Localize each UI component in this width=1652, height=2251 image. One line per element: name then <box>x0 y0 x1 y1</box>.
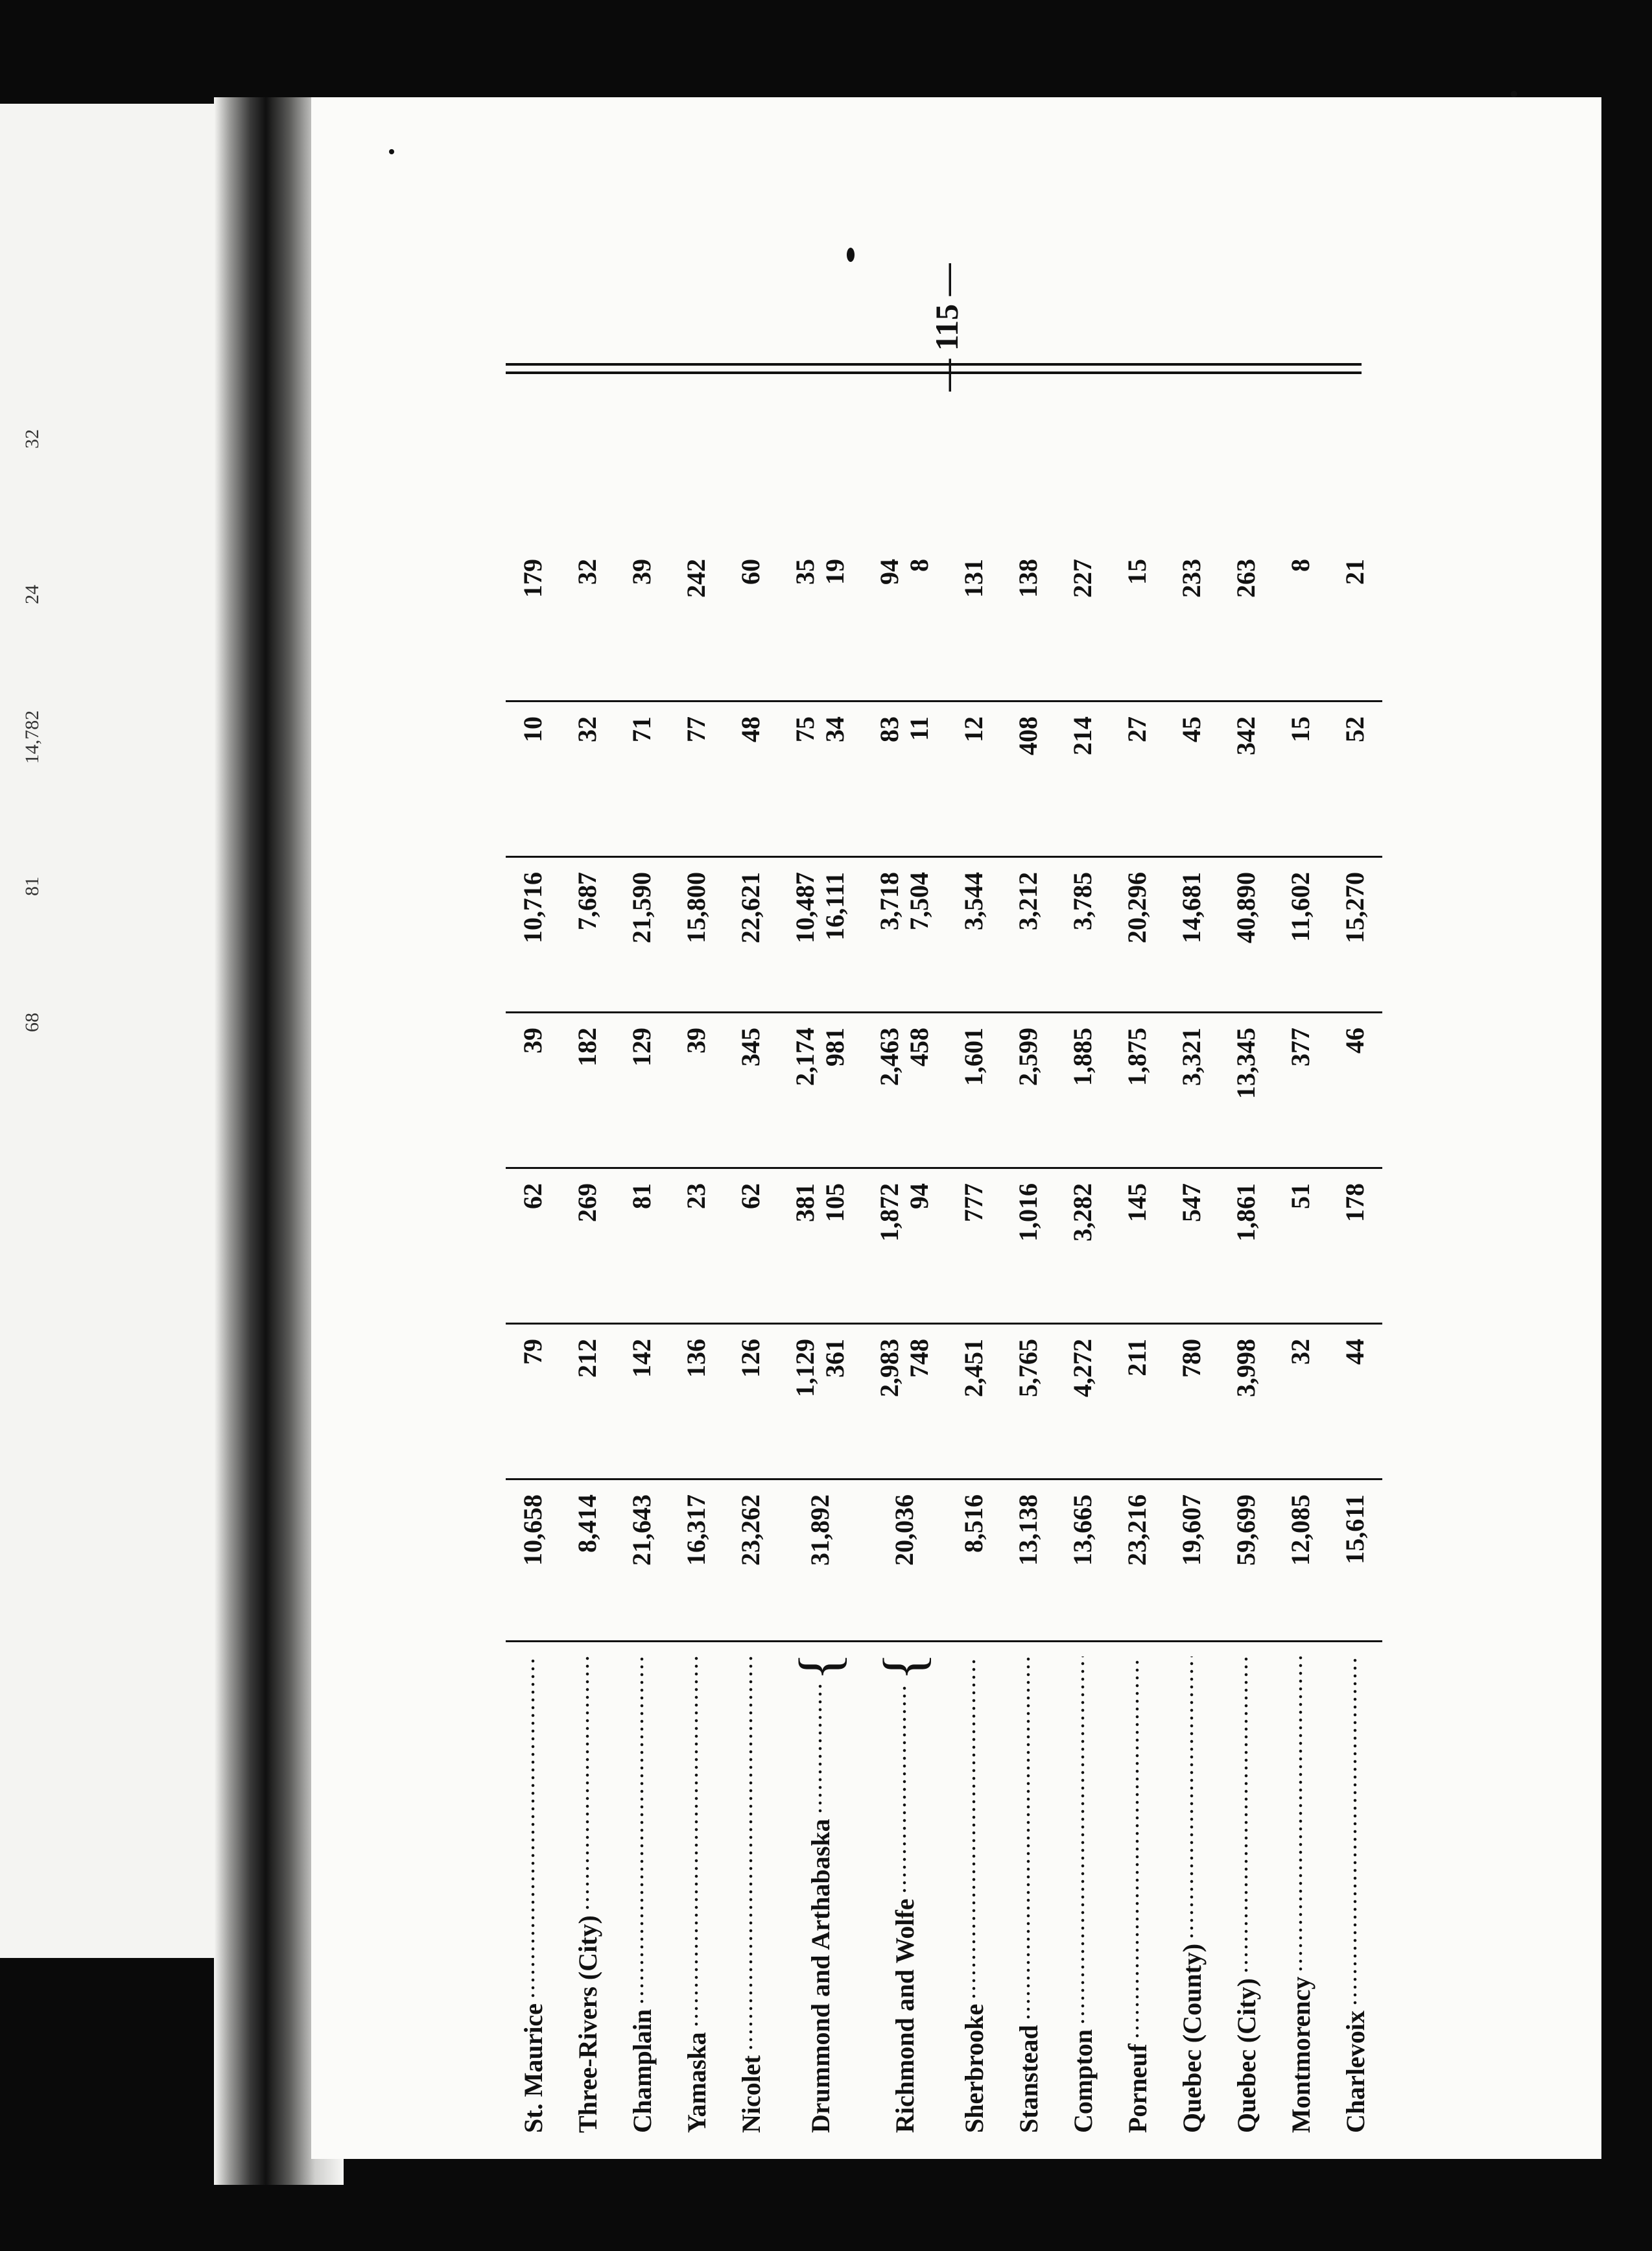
number-cell <box>1273 856 1328 1011</box>
number-value: 62 <box>518 1183 547 1209</box>
left-fragment: 14,782 <box>21 710 43 764</box>
number-cell <box>615 1478 669 1640</box>
number-cell <box>724 1011 778 1167</box>
number-value: 8 <box>904 559 934 572</box>
table-row <box>1056 383 1110 2133</box>
number-cell <box>778 856 862 1011</box>
number-cell <box>1219 1323 1273 1478</box>
district-cell <box>1001 1640 1056 2133</box>
number-cell <box>506 1323 560 1478</box>
number-value: 345 <box>736 1028 765 1067</box>
table-row <box>615 383 669 2133</box>
district-cell <box>560 1640 615 2133</box>
number-value: 59,699 <box>1231 1494 1260 1566</box>
number-cell <box>947 1011 1001 1167</box>
number-cell <box>1219 1478 1273 1640</box>
number-value: 20,296 <box>1122 872 1151 943</box>
number-value: 2,599 <box>1013 1028 1043 1086</box>
number-value: 40,890 <box>1231 872 1260 943</box>
number-cell <box>778 1167 862 1323</box>
district-cell <box>506 1640 560 2133</box>
table-double-rule <box>506 363 1362 374</box>
number-value: 60 <box>736 559 765 585</box>
number-value: 32 <box>572 716 602 742</box>
number-value: 23,262 <box>736 1494 765 1566</box>
number-value: 11 <box>904 716 934 741</box>
number-value: 45 <box>1177 716 1206 742</box>
table-row <box>1328 383 1382 2133</box>
district-name: Richmond and Wolfe <box>890 1898 919 2133</box>
number-value: 5,765 <box>1013 1339 1043 1397</box>
left-page-fragments <box>0 104 65 1958</box>
number-value: 81 <box>627 1183 656 1209</box>
district-cell <box>1219 1640 1273 2133</box>
number-cell <box>1001 1167 1056 1323</box>
number-cell <box>1219 545 1273 700</box>
number-value: 981 <box>820 1028 849 1067</box>
number-value: 39 <box>681 1028 711 1054</box>
district-cell <box>615 1640 669 2133</box>
number-value: 263 <box>1231 559 1260 598</box>
number-cell <box>724 1323 778 1478</box>
number-cell <box>1164 1478 1219 1640</box>
number-cell <box>1328 545 1382 700</box>
district-name: Nicolet <box>736 2055 766 2133</box>
number-cell <box>1164 1011 1219 1167</box>
district-name: Porneuf <box>1122 2044 1152 2133</box>
number-value: 21,590 <box>627 872 656 943</box>
number-cell <box>669 1167 724 1323</box>
number-value: 16,317 <box>681 1494 711 1566</box>
number-value: 20,036 <box>890 1494 919 1566</box>
number-cell <box>506 545 560 700</box>
number-cell <box>1001 856 1056 1011</box>
number-value: 8,414 <box>572 1494 602 1553</box>
number-cell <box>1056 1323 1110 1478</box>
number-value: 2,463 <box>875 1028 904 1086</box>
number-value: 129 <box>627 1028 656 1067</box>
number-value: 136 <box>681 1339 711 1378</box>
number-value: 3,718 <box>875 872 904 930</box>
number-value: 51 <box>1286 1183 1315 1209</box>
leader-dots <box>640 1656 644 2005</box>
number-value: 12 <box>959 716 988 742</box>
number-value: 4,272 <box>1068 1339 1097 1397</box>
number-value: 94 <box>875 559 904 585</box>
number-value: 44 <box>1340 1339 1369 1365</box>
number-cell <box>1328 1478 1382 1640</box>
number-value: 126 <box>736 1339 765 1378</box>
ink-speck <box>847 248 855 262</box>
left-fragment: 32 <box>21 429 43 449</box>
leader-dots <box>1244 1656 1248 1974</box>
number-value: 94 <box>904 1183 934 1209</box>
number-cell <box>615 1323 669 1478</box>
number-cell <box>560 1011 615 1167</box>
number-value: 27 <box>1122 716 1151 742</box>
number-cell <box>506 856 560 1011</box>
table-row <box>1164 383 1219 2133</box>
table-row <box>560 383 615 2133</box>
number-cell <box>947 700 1001 856</box>
number-value: 131 <box>959 559 988 598</box>
ink-speck <box>1511 91 1517 97</box>
table-row <box>1219 383 1273 2133</box>
number-value: 77 <box>681 716 711 742</box>
number-value: 10,716 <box>518 872 547 943</box>
number-cell <box>669 1478 724 1640</box>
number-value: 13,138 <box>1013 1494 1043 1566</box>
number-value: 777 <box>959 1183 988 1222</box>
number-cell <box>724 1167 778 1323</box>
number-cell <box>1328 856 1382 1011</box>
number-value: 748 <box>904 1339 934 1378</box>
number-cell <box>1001 545 1056 700</box>
number-value: 35 <box>790 559 820 585</box>
district-name: Sherbrooke <box>959 2003 989 2133</box>
number-cell <box>615 1011 669 1167</box>
number-cell <box>862 700 947 856</box>
number-cell <box>615 545 669 700</box>
number-value: 547 <box>1177 1183 1206 1222</box>
district-name: St. Maurice <box>518 2003 548 2133</box>
number-cell <box>1164 1167 1219 1323</box>
number-value: 214 <box>1068 716 1097 755</box>
number-cell <box>615 856 669 1011</box>
number-cell <box>1110 1011 1164 1167</box>
district-cell <box>1110 1640 1164 2133</box>
number-cell <box>1056 856 1110 1011</box>
leader-dots <box>1299 1656 1303 1973</box>
number-value: 361 <box>820 1339 849 1378</box>
number-cell <box>778 1011 862 1167</box>
number-cell <box>778 1323 862 1478</box>
district-cell <box>724 1640 778 2133</box>
number-value: 83 <box>875 716 904 742</box>
number-value: 182 <box>572 1028 602 1067</box>
brace-icon: { <box>872 1653 936 1681</box>
number-value: 145 <box>1122 1183 1151 1222</box>
number-value: 8 <box>1286 559 1315 572</box>
number-cell <box>862 856 947 1011</box>
number-value: 16,111 <box>820 872 849 941</box>
number-cell <box>724 545 778 700</box>
number-cell <box>669 856 724 1011</box>
number-value: 71 <box>627 716 656 742</box>
table-row <box>724 383 778 2133</box>
leader-dots <box>531 1656 535 1999</box>
number-value: 1,016 <box>1013 1183 1043 1242</box>
leader-dots <box>1135 1656 1139 2040</box>
number-value: 15 <box>1286 716 1315 742</box>
number-value: 10,487 <box>790 872 820 943</box>
leader-dots <box>749 1656 753 2051</box>
number-cell <box>1056 1167 1110 1323</box>
number-value: 22,621 <box>736 872 765 943</box>
number-cell <box>1056 1478 1110 1640</box>
leader-dots <box>585 1656 589 1911</box>
number-cell <box>1056 545 1110 700</box>
table-row <box>947 383 1001 2133</box>
number-cell <box>947 545 1001 700</box>
number-value: 178 <box>1340 1183 1369 1222</box>
number-value: 39 <box>627 559 656 585</box>
number-cell <box>778 545 862 700</box>
number-cell <box>1328 1011 1382 1167</box>
number-value: 233 <box>1177 559 1206 598</box>
district-name: Quebec (City) <box>1231 1978 1261 2133</box>
number-value: 227 <box>1068 559 1097 598</box>
table-row <box>1110 383 1164 2133</box>
number-value: 12,085 <box>1286 1494 1315 1566</box>
district-name: Yamaska <box>681 2032 711 2133</box>
number-value: 2,174 <box>790 1028 820 1086</box>
number-value: 105 <box>820 1183 849 1222</box>
number-value: 32 <box>572 559 602 585</box>
district-cell <box>1056 1640 1110 2133</box>
district-name: Compton <box>1068 2029 1098 2133</box>
left-fragment: 24 <box>21 585 43 604</box>
number-value: 39 <box>518 1028 547 1054</box>
leader-dots <box>1190 1656 1194 1940</box>
number-value: 21,643 <box>627 1494 656 1566</box>
number-value: 21 <box>1340 559 1369 585</box>
table-row <box>862 383 947 2133</box>
ink-speck <box>389 149 394 154</box>
number-cell <box>560 700 615 856</box>
number-value: 780 <box>1177 1339 1206 1378</box>
number-cell <box>1328 1167 1382 1323</box>
number-cell <box>1164 856 1219 1011</box>
number-cell <box>1273 1478 1328 1640</box>
leader-dots <box>1081 1656 1085 2025</box>
district-cell <box>1164 1640 1219 2133</box>
leader-dots <box>972 1656 976 2000</box>
left-fragment: 81 <box>21 877 43 896</box>
district-name: Three-Rivers (City) <box>572 1915 602 2133</box>
number-value: 23 <box>681 1183 711 1209</box>
number-value: 13,345 <box>1231 1028 1260 1099</box>
number-value: 138 <box>1013 559 1043 598</box>
number-cell <box>1273 545 1328 700</box>
number-cell <box>560 545 615 700</box>
leader-dots <box>903 1684 906 1894</box>
number-cell <box>1273 700 1328 856</box>
district-cell <box>778 1640 862 2133</box>
number-cell <box>862 1323 947 1478</box>
number-cell <box>1328 700 1382 856</box>
number-cell <box>1164 1323 1219 1478</box>
number-value: 1,875 <box>1122 1028 1151 1086</box>
number-cell <box>947 856 1001 1011</box>
number-cell <box>862 545 947 700</box>
page-number: — 115 — <box>928 263 965 392</box>
number-cell <box>1328 1323 1382 1478</box>
number-cell <box>724 1478 778 1640</box>
number-value: 23,216 <box>1122 1494 1151 1566</box>
brace-icon: { <box>788 1653 852 1681</box>
number-cell <box>1219 700 1273 856</box>
number-cell <box>615 1167 669 1323</box>
number-value: 1,129 <box>790 1339 820 1397</box>
number-value: 3,282 <box>1068 1183 1097 1242</box>
number-value: 52 <box>1340 716 1369 742</box>
number-value: 179 <box>518 559 547 598</box>
number-value: 15 <box>1122 559 1151 585</box>
number-cell <box>778 1478 862 1640</box>
number-cell <box>506 1167 560 1323</box>
number-cell <box>862 1167 947 1323</box>
number-cell <box>669 1323 724 1478</box>
number-cell <box>1110 1478 1164 1640</box>
number-cell <box>506 1011 560 1167</box>
number-cell <box>1110 1167 1164 1323</box>
number-cell <box>669 1011 724 1167</box>
number-value: 458 <box>904 1028 934 1067</box>
number-value: 142 <box>627 1339 656 1378</box>
district-name: Drummond and Arthabaska <box>805 1819 835 2133</box>
number-cell <box>862 1478 947 1640</box>
number-cell <box>1056 1011 1110 1167</box>
number-value: 10,658 <box>518 1494 547 1566</box>
number-cell <box>778 700 862 856</box>
number-cell <box>1110 700 1164 856</box>
leader-dots <box>694 1656 698 2028</box>
number-cell <box>1273 1011 1328 1167</box>
number-value: 11,602 <box>1286 872 1315 942</box>
number-value: 7,687 <box>572 872 602 930</box>
number-value: 3,212 <box>1013 872 1043 930</box>
number-value: 242 <box>681 559 711 598</box>
number-value: 8,516 <box>959 1494 988 1553</box>
number-value: 10 <box>518 716 547 742</box>
number-cell <box>1164 545 1219 700</box>
number-cell <box>615 700 669 856</box>
number-cell <box>862 1011 947 1167</box>
number-cell <box>1056 700 1110 856</box>
number-value: 15,611 <box>1340 1494 1369 1564</box>
district-cell <box>669 1640 724 2133</box>
district-cell <box>862 1640 947 2133</box>
district-name: Charlevoix <box>1340 2010 1370 2133</box>
number-cell <box>1110 1323 1164 1478</box>
leader-dots <box>1353 1656 1357 2007</box>
table-row <box>669 383 724 2133</box>
table-row <box>778 383 862 2133</box>
number-value: 15,800 <box>681 872 711 943</box>
number-value: 342 <box>1231 716 1260 755</box>
number-value: 2,451 <box>959 1339 988 1397</box>
number-value: 31,892 <box>805 1494 834 1566</box>
number-value: 2,983 <box>875 1339 904 1397</box>
number-value: 211 <box>1122 1339 1151 1376</box>
number-value: 15,270 <box>1340 872 1369 943</box>
number-value: 46 <box>1340 1028 1369 1054</box>
number-cell <box>1219 1167 1273 1323</box>
number-cell <box>724 856 778 1011</box>
table-row <box>1273 383 1328 2133</box>
number-value: 34 <box>820 716 849 742</box>
number-cell <box>669 545 724 700</box>
statistics-table <box>506 383 1370 2133</box>
district-name: Stanstead <box>1013 2025 1043 2133</box>
number-cell <box>947 1323 1001 1478</box>
number-value: 14,681 <box>1177 872 1206 943</box>
district-name: Champlain <box>627 2009 657 2133</box>
number-value: 3,321 <box>1177 1028 1206 1086</box>
number-value: 19,607 <box>1177 1494 1206 1566</box>
number-cell <box>560 1323 615 1478</box>
table-row <box>506 383 560 2133</box>
number-cell <box>1001 1478 1056 1640</box>
number-value: 3,998 <box>1231 1339 1260 1397</box>
number-cell <box>1219 1011 1273 1167</box>
district-cell <box>1328 1640 1382 2133</box>
number-cell <box>1164 700 1219 856</box>
number-cell <box>947 1167 1001 1323</box>
number-value: 408 <box>1013 716 1043 755</box>
number-cell <box>1110 545 1164 700</box>
number-value: 62 <box>736 1183 765 1209</box>
number-value: 32 <box>1286 1339 1315 1365</box>
number-cell <box>1110 856 1164 1011</box>
leader-dots <box>1026 1656 1030 2021</box>
number-cell <box>506 1478 560 1640</box>
number-cell <box>1273 1323 1328 1478</box>
number-value: 19 <box>820 559 849 585</box>
number-cell <box>1273 1167 1328 1323</box>
number-value: 3,785 <box>1068 872 1097 930</box>
district-name: Quebec (County) <box>1177 1943 1207 2133</box>
number-value: 212 <box>572 1339 602 1378</box>
number-cell <box>560 1478 615 1640</box>
number-cell <box>1219 856 1273 1011</box>
number-cell <box>1001 1323 1056 1478</box>
number-value: 377 <box>1286 1028 1315 1067</box>
number-cell <box>724 700 778 856</box>
number-cell <box>560 1167 615 1323</box>
number-value: 381 <box>790 1183 820 1222</box>
number-value: 269 <box>572 1183 602 1222</box>
district-cell <box>1273 1640 1328 2133</box>
leader-dots <box>818 1684 822 1815</box>
district-name: Montmorency <box>1286 1976 1316 2133</box>
number-value: 13,665 <box>1068 1494 1097 1566</box>
district-cell <box>947 1640 1001 2133</box>
number-value: 7,504 <box>904 872 934 930</box>
number-value: 75 <box>790 716 820 742</box>
left-fragment: 68 <box>21 1013 43 1032</box>
number-value: 1,872 <box>875 1183 904 1242</box>
number-cell <box>560 856 615 1011</box>
number-value: 1,861 <box>1231 1183 1260 1242</box>
number-value: 1,885 <box>1068 1028 1097 1086</box>
number-value: 1,601 <box>959 1028 988 1086</box>
number-value: 3,544 <box>959 872 988 930</box>
number-cell <box>1001 700 1056 856</box>
number-cell <box>506 700 560 856</box>
number-cell <box>669 700 724 856</box>
number-cell <box>1001 1011 1056 1167</box>
number-cell <box>947 1478 1001 1640</box>
number-value: 48 <box>736 716 765 742</box>
table-row <box>1001 383 1056 2133</box>
number-value: 79 <box>518 1339 547 1365</box>
